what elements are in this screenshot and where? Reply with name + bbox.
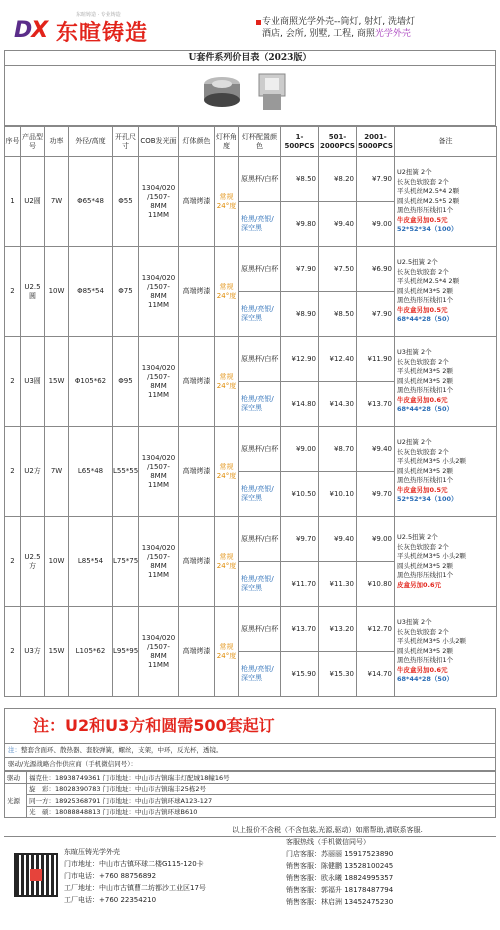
- price-cell: ¥8.50: [319, 292, 357, 337]
- price-cell: ¥15.90: [281, 652, 319, 697]
- price-cell: ¥8.90: [281, 292, 319, 337]
- price-cell: ¥13.70: [357, 382, 395, 427]
- col-header: 灯杯配置颜色: [239, 127, 281, 157]
- cob-cell: 1304/020 /1507-8MM 11MM: [139, 427, 179, 517]
- table-row: [5, 157, 497, 202]
- price-cell: ¥10.80: [357, 562, 395, 607]
- price-cell: ¥9.40: [319, 202, 357, 247]
- box-size-note: 68*44*28（50）: [397, 315, 453, 324]
- note-line: 平头机丝M2.5*4 2颗: [397, 187, 460, 196]
- price-cell: ¥11.70: [281, 562, 319, 607]
- note-line: 圆头机丝M3*5 2颗: [397, 561, 453, 570]
- service-line: 销售客服：郭福升 18178487794: [286, 886, 394, 894]
- body-color-cell: 高端烤漆: [179, 247, 215, 337]
- supplier-row: 光源 旋 彩：18028390783 门市地址：中山市古镇瑞丰25栋2号: [5, 783, 496, 795]
- service-title: 客服热线（手机微信同号）: [286, 838, 370, 846]
- angle-cell: 常规24°度: [215, 337, 239, 427]
- note-line: 平头机丝M3*5 小头2颗: [397, 637, 466, 646]
- body-color-cell: 高端烤漆: [179, 337, 215, 427]
- price-cell: ¥13.20: [319, 607, 357, 652]
- price-cell: ¥11.30: [319, 562, 357, 607]
- price-cell: ¥7.50: [319, 247, 357, 292]
- angle-cell: 常规24°度: [215, 247, 239, 337]
- note-line: U2.5扭簧 2个: [397, 258, 438, 267]
- note-line: 长灰色软胶套 2个: [397, 447, 449, 456]
- power-cell: 15W: [45, 337, 69, 427]
- qr-code-icon: [14, 853, 58, 897]
- price-cell: ¥8.50: [281, 157, 319, 202]
- model-cell: U2方: [21, 427, 45, 517]
- price-cell: ¥9.70: [281, 517, 319, 562]
- angle-cell: 常规24°度: [215, 607, 239, 697]
- hole-cell: Φ55: [113, 157, 139, 247]
- note-line: U3扭簧 2个: [397, 348, 432, 357]
- body-color-cell: 高端烤漆: [179, 157, 215, 247]
- row-number: 2: [5, 517, 21, 607]
- price-cell: ¥10.50: [281, 472, 319, 517]
- col-header: 501-2000PCS: [319, 127, 357, 157]
- notes-cell: [395, 337, 497, 427]
- note-line: U2扭簧 2个: [397, 168, 432, 177]
- body-color-cell: 高端烤漆: [179, 427, 215, 517]
- notes-cell: [395, 427, 497, 517]
- cup-config-cell: 原黑杯/白杯: [239, 247, 281, 292]
- model-cell: U2.5圆: [21, 247, 45, 337]
- note-line: 黑色热形压线扣1个: [397, 656, 454, 665]
- table-row: [5, 247, 497, 292]
- col-header: 序号: [5, 127, 21, 157]
- note-line: 长灰色软胶套 2个: [397, 357, 449, 366]
- size-cell: L85*54: [69, 517, 113, 607]
- downlight-product-image: [201, 70, 243, 116]
- power-cell: 7W: [45, 157, 69, 247]
- company-name: 东暄压铸光学外壳: [64, 848, 120, 856]
- accessories-note: 注：整套含面环、散热器、套胶弹簧，螺丝，支架，中环，反光杯，透镜。: [4, 744, 496, 758]
- table-row: [5, 337, 497, 382]
- box-size-note: 52*52*34（100）: [397, 225, 458, 234]
- note-line: 长灰色软胶套 2个: [397, 627, 449, 636]
- price-table: [4, 126, 497, 697]
- cup-config-cell: 原黑杯/白杯: [239, 157, 281, 202]
- row-number: 1: [5, 157, 21, 247]
- price-cell: ¥9.00: [357, 202, 395, 247]
- cob-cell: 1304/020 /1507-8MM 11MM: [139, 337, 179, 427]
- body-color-cell: 高端烤漆: [179, 517, 215, 607]
- note-line: 黑色热形压线扣1个: [397, 386, 454, 395]
- size-cell: L65*48: [69, 427, 113, 517]
- price-cell: ¥9.40: [319, 517, 357, 562]
- cup-config-cell: 枪黑/亮银/深空黑: [239, 562, 281, 607]
- box-price-note: 牛皮盒另加0.5元: [397, 305, 448, 314]
- note-line: U3扭簧 2个: [397, 618, 432, 627]
- cup-config-cell: 枪黑/亮银/深空黑: [239, 292, 281, 337]
- cob-cell: 1304/020 /1507-8MM 11MM: [139, 517, 179, 607]
- slogan-line1: 专业商照光学外壳--筒灯, 射灯, 洗墙灯: [262, 17, 415, 27]
- price-cell: ¥6.90: [357, 247, 395, 292]
- service-line: 销售客服：陈健鹏 13528100245: [286, 862, 394, 870]
- hole-cell: Φ75: [113, 247, 139, 337]
- col-header: 2001-5000PCS: [357, 127, 395, 157]
- cup-config-cell: 枪黑/亮银/深空黑: [239, 382, 281, 427]
- note-line: 长灰色软胶套 2个: [397, 177, 449, 186]
- col-header: 开孔尺寸: [113, 127, 139, 157]
- power-cell: 10W: [45, 247, 69, 337]
- col-header: 产品型号: [21, 127, 45, 157]
- supplier-row: 驱动 福克仕：18938749361 门市地址：中山市古镇瑞丰灯配城18幢16号: [5, 772, 496, 784]
- price-cell: ¥14.80: [281, 382, 319, 427]
- price-cell: ¥10.10: [319, 472, 357, 517]
- col-header: 功率: [45, 127, 69, 157]
- power-cell: 7W: [45, 427, 69, 517]
- col-header: 1-500PCS: [281, 127, 319, 157]
- size-cell: Φ85*54: [69, 247, 113, 337]
- note-line: 平头机丝M2.5*4 2颗: [397, 277, 460, 286]
- price-cell: ¥9.70: [357, 472, 395, 517]
- supplier-row: 光 硕：18088848813 门市地址：中山市古镇环球B610: [5, 806, 496, 818]
- note-line: 长灰色软胶套 2个: [397, 542, 449, 551]
- price-cell: ¥15.30: [319, 652, 357, 697]
- row-number: 2: [5, 247, 21, 337]
- cup-config-cell: 原黑杯/白杯: [239, 517, 281, 562]
- notes-cell: [395, 157, 497, 247]
- note-line: 圆头机丝M3*5 2颗: [397, 466, 453, 475]
- supplier-row: 同一方：18925368791 门市地址：中山市古镇环球A123-127: [5, 795, 496, 807]
- price-cell: ¥8.70: [319, 427, 357, 472]
- note-line: 平头机丝M3*5 2颗: [397, 367, 453, 376]
- tax-note: 以上报价不含税（不含包装,光源,驱动）如需帮助,请联系客服.: [232, 826, 423, 834]
- box-size-note: 52*52*34（100）: [397, 495, 458, 504]
- cup-config-cell: 枪黑/亮银/深空黑: [239, 472, 281, 517]
- store-phone: 门市电话：+760 88756892: [64, 872, 157, 880]
- model-cell: U2圆: [21, 157, 45, 247]
- factory-address: 工厂地址：中山市古镇曹二坊都沙工业区17号: [64, 884, 206, 892]
- size-cell: Φ65*48: [69, 157, 113, 247]
- hole-cell: L95*95: [113, 607, 139, 697]
- notes-cell: [395, 517, 497, 607]
- size-cell: L105*62: [69, 607, 113, 697]
- body-color-cell: 高端烤漆: [179, 607, 215, 697]
- slogan: [262, 16, 498, 40]
- col-header: 灯体颜色: [179, 127, 215, 157]
- hole-cell: L75*75: [113, 517, 139, 607]
- cup-config-cell: 枪黑/亮银/深空黑: [239, 202, 281, 247]
- price-cell: ¥14.30: [319, 382, 357, 427]
- box-price-note: 牛皮盒另加0.6元: [397, 665, 448, 674]
- box-price-note: 牛皮盒另加0.5元: [397, 215, 448, 224]
- table-row: [5, 517, 497, 562]
- price-cell: ¥13.70: [281, 607, 319, 652]
- company-logo: [14, 10, 214, 46]
- model-cell: U3圆: [21, 337, 45, 427]
- price-cell: ¥12.70: [357, 607, 395, 652]
- col-header: COB发光面: [139, 127, 179, 157]
- price-cell: ¥8.20: [319, 157, 357, 202]
- row-number: 2: [5, 427, 21, 517]
- note-line: 圆头机丝M3*5 2颗: [397, 646, 453, 655]
- note-line: 圆头机丝M3*5 2颗: [397, 376, 453, 385]
- price-cell: ¥12.40: [319, 337, 357, 382]
- price-cell: ¥9.80: [281, 202, 319, 247]
- box-price-note: 牛皮盒另加0.6元: [397, 395, 448, 404]
- row-number: 2: [5, 337, 21, 427]
- note-line: 黑色热形压线扣1个: [397, 571, 454, 579]
- cob-cell: 1304/020 /1507-8MM 11MM: [139, 157, 179, 247]
- service-line: 门店客服：苏丽丽 15917523890: [286, 850, 394, 858]
- box-size-note: 68*44*28（50）: [397, 405, 453, 414]
- supplier-table: [4, 771, 496, 818]
- note-line: 圆头机丝M3*5 2颗: [397, 286, 453, 295]
- note-line: 黑色热形压线扣1个: [397, 476, 454, 485]
- supplier-title: 驱动/光源战略合作供应商（手机微信同号）：: [4, 758, 496, 771]
- box-price-note: 皮盒另加0.6元: [397, 580, 442, 589]
- service-line: 销售客服：林启洲 13452475230: [286, 898, 394, 906]
- box-size-note: 68*44*28（50）: [397, 675, 453, 684]
- power-cell: 10W: [45, 517, 69, 607]
- price-list-title: U套件系列价目表（2023版）: [4, 50, 496, 66]
- minimum-order-notice: 注：U2和U3方和圆需500套起订: [4, 708, 496, 744]
- angle-cell: 常规24°度: [215, 157, 239, 247]
- factory-phone: 工厂电话：+760 22354210: [64, 896, 157, 904]
- slogan-line2: 酒店, 会所, 别墅, 工程, 商照光学外壳: [262, 29, 411, 39]
- square-downlight-image: [251, 70, 293, 116]
- cup-config-cell: 枪黑/亮银/深空黑: [239, 652, 281, 697]
- note-line: 长灰色软胶套 2个: [397, 267, 449, 276]
- box-price-note: 牛皮盒另加0.5元: [397, 485, 448, 494]
- col-header: 灯杯角度: [215, 127, 239, 157]
- cup-config-cell: 原黑杯/白杯: [239, 607, 281, 652]
- price-cell: ¥12.90: [281, 337, 319, 382]
- price-cell: ¥7.90: [281, 247, 319, 292]
- note-line: 圆头机丝M2.5*5 2颗: [397, 196, 460, 205]
- cup-config-cell: 原黑杯/白杯: [239, 337, 281, 382]
- model-cell: U2.5方: [21, 517, 45, 607]
- notes-cell: [395, 247, 497, 337]
- slogan-bullet-icon: [256, 20, 261, 25]
- angle-cell: 常规24°度: [215, 427, 239, 517]
- notes-cell: [395, 607, 497, 697]
- cup-config-cell: 原黑杯/白杯: [239, 427, 281, 472]
- price-cell: ¥7.90: [357, 157, 395, 202]
- note-line: U2.5扭簧 2个: [397, 533, 438, 541]
- note-line: 平头机丝M3*5 小头2颗: [397, 457, 466, 466]
- note-line: U2扭簧 2个: [397, 438, 432, 447]
- angle-cell: 常规24°度: [215, 517, 239, 607]
- footer: [4, 836, 496, 926]
- logo-sub: 东暄铸造 · 专业铸造: [76, 12, 121, 18]
- hole-cell: Φ95: [113, 337, 139, 427]
- size-cell: Φ105*62: [69, 337, 113, 427]
- service-line: 销售客服：欧永曦 18824995357: [286, 874, 394, 882]
- price-cell: ¥9.40: [357, 427, 395, 472]
- price-cell: ¥9.00: [281, 427, 319, 472]
- price-cell: ¥9.00: [357, 517, 395, 562]
- price-cell: ¥11.90: [357, 337, 395, 382]
- note-line: 黑色热形压线扣1个: [397, 206, 454, 215]
- col-header: 外径/高度: [69, 127, 113, 157]
- table-header-row: [5, 127, 497, 157]
- table-row: [5, 607, 497, 652]
- model-cell: U3方: [21, 607, 45, 697]
- hole-cell: L55*55: [113, 427, 139, 517]
- store-address: 门市地址：中山市古镇环球二楼G115-120卡: [64, 860, 204, 868]
- header: [0, 0, 500, 48]
- power-cell: 15W: [45, 607, 69, 697]
- cob-cell: 1304/020 /1507-8MM 11MM: [139, 247, 179, 337]
- product-image-row: [4, 66, 496, 126]
- table-row: [5, 427, 497, 472]
- price-cell: ¥14.70: [357, 652, 395, 697]
- col-header: 备注: [395, 127, 497, 157]
- logo-mark: DX: [14, 18, 48, 43]
- row-number: 2: [5, 607, 21, 697]
- cob-cell: 1304/020 /1507-8MM 11MM: [139, 607, 179, 697]
- note-line: 黑色热形压线扣1个: [397, 296, 454, 305]
- logo-name: 东暄铸造: [56, 21, 149, 46]
- price-cell: ¥7.90: [357, 292, 395, 337]
- note-line: 平头机丝M3*5 小头2颗: [397, 552, 466, 560]
